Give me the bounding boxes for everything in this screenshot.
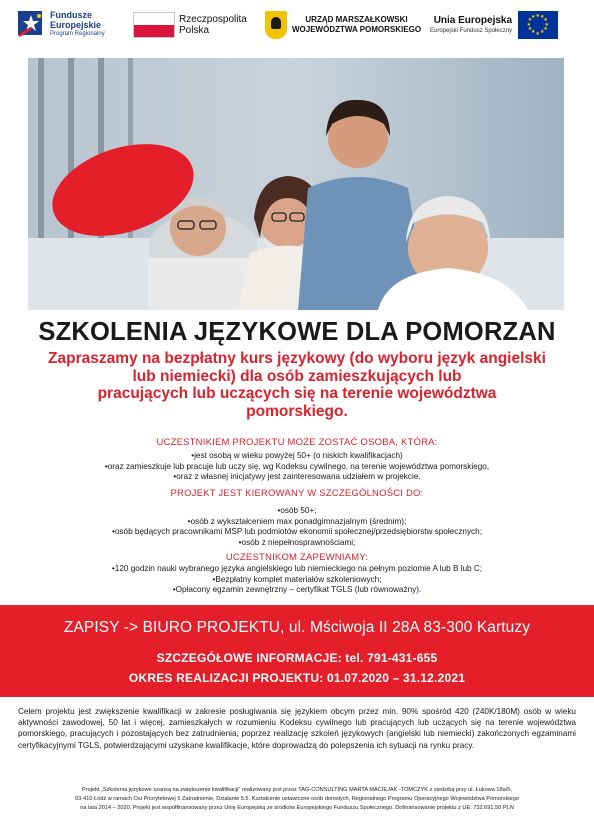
contact-info-text: SZCZEGÓŁOWE INFORMACJE: tel. 791-431-655 [156,651,438,665]
participants-list [0,451,594,483]
list-item: • Bezpłatny komplet materiałów szkoleniowych; [0,575,594,586]
list-item: • osób będących pracownikami MSP lub podmiotów ekonomii społecznej/przedsiębiorstw społecznych; [0,527,594,538]
list-item: • osób z niepełnosprawnościami; [0,538,594,549]
list-item: • osób z wykształceniem max ponadgimnazjalnym (średnim); [0,517,594,528]
fundusze-line2: Europejskie [50,20,102,30]
urzad-line1: URZĄD MARSZAŁKOWSKI [305,15,408,24]
fundusze-line1: Fundusze [50,10,92,20]
eu-star-icon: ★ [531,29,536,36]
registration-text: ZAPISY -> BIURO PROJEKTU, ul. Mściwoja II 28A 83-300 Kartuzy [63,619,531,636]
subtitle-line4: pomorskiego. [246,402,348,420]
target-list [0,506,594,548]
eu-star-icon: ★ [543,26,548,32]
urzad-line2: WOJEWÓDZTWA POMORSKIEGO [292,25,422,34]
list-item: • 120 godzin nauki wybranego języka angielskiego lub niemieckiego na pełnym poziomie A lub B lub C; [0,564,594,575]
eu-star-icon: ★ [544,21,550,28]
eu-star-icon: ★ [526,21,532,28]
offer-heading: UCZESTNIKOM ZAPEWNIAMY: [225,552,369,563]
list-item: • jest osobą w wieku powyżej 50+ (o niskich kwalifikacjach) [0,451,594,462]
eu-star-icon: ★ [543,17,548,23]
rzeczpospolita-line2: Polska [179,25,210,36]
offer-list [0,564,594,596]
pomorskie-crest-icon [265,11,287,39]
unia-line1: Unia Europejska [433,15,513,26]
footnote-line3: na lata 2014 – 2020. Projekt jest współfinansowany przez Unię Europejską ze środków Europejskiego Funduszu Społecznego. Dofinansowanie projektu z UE: 732.691,50 PLN [80,805,514,811]
unia-line2: Europejski Fundusz Społeczny [430,28,513,34]
eu-star-icon: ★ [535,30,541,37]
eu-star-icon: ★ [527,26,533,32]
eu-star-icon: ★ [535,12,541,19]
participants-heading: UCZESTNIKIEM PROJEKTU MOŻE ZOSTAĆ OSOBA, KTÓRA: [156,437,438,448]
project-period-text: OKRES REALIZACJI PROJEKTU: 01.07.2020 – 31.12.2021 [128,671,466,685]
fundusze-line3: Program Regionalny [50,31,105,37]
hero-photo [28,58,564,310]
target-heading: PROJEKT JEST KIEROWANY W SZCZEGÓLNOŚCI DO: [170,488,424,499]
list-item: • oraz z własnej inicjatywy jest zainteresowana udziałem w projekcie. [0,472,594,483]
list-item: • osób 50+; [0,506,594,517]
subtitle-line1: Zapraszamy na bezpłatny kurs językowy (do wyboru język angielski [48,350,546,367]
subtitle [20,350,574,420]
polish-flag-icon [133,12,175,38]
subtitle-line2: lub niemiecki) dla osób zamieszkujących lub [132,367,462,385]
footnote-line2: 93-410 Łódź w ramach Osi Priorytetowej 5 Zatrudnienie, Działanie 5.5. Kształcenie ustawiczne osób dorosłych, Regionalnego Programu Operacyjnego Województwa Pomorskiego [75,796,519,802]
eu-flag-icon [518,11,558,39]
list-item: • Opłacony egzamin zewnętrzny – certyfikat TGLS (lub równoważny). [0,585,594,596]
footnote-line1: Projekt „Szkolenia językowe szansą na zwiększenie kwalifikacji” realizowany jest przez TAG-CONSULTING MARTA MACIEJAK -TOMCZYK z siedzibą przy ul. Łukowa 18a/5, [82,787,512,793]
eu-star-icon: ★ [527,17,533,23]
eu-star-icon: ★ [540,13,545,20]
fundusze-europejskie-logo [16,9,105,39]
urzad-marszalkowski-logo [265,11,421,39]
project-description: Celem projektu jest zwiększenie kwalifikacji w zakresie posługiwania się językiem obcym przez min. 90% spośród 420 (240K/180M) osób w wieku aktywności zawodowej, 50 lat i więcej, zamieszkałych w rozumieniu Kodeksu cywilnego lub pracujących lub uczących się na terenie województwa pomorskiego, pracujących i pozostających bez zatrudnienia, poprzez realizację szkoleń językowych (angielski lub niemiecki) zakończonych egzaminami certyfikacyjnymi TGLS, potwierdzającymi uzyskane kwalifikacje, które doprowadzą do polepszenia ich sytuacji na rynku pracy. [18,707,576,750]
rzeczpospolita-polska-logo [133,12,247,38]
fundusze-europejskie-star-icon [16,9,46,39]
rzeczpospolita-line1: Rzeczpospolita [179,14,247,25]
eu-star-icon: ★ [540,29,545,36]
logo-bar [0,0,594,50]
list-item: • oraz zamieszkuje lub pracuje lub uczy się, wg Kodeksu cywilnego, na terenie województwa pomorskiego, [0,462,594,473]
subtitle-line3: pracujących lub uczących się na terenie województwa [97,385,497,402]
page-title: SZKOLENIA JĘZYKOWE DLA POMORZAN [38,318,556,346]
unia-europejska-logo [430,11,558,39]
footnote [18,786,576,813]
eu-star-icon: ★ [531,13,536,20]
